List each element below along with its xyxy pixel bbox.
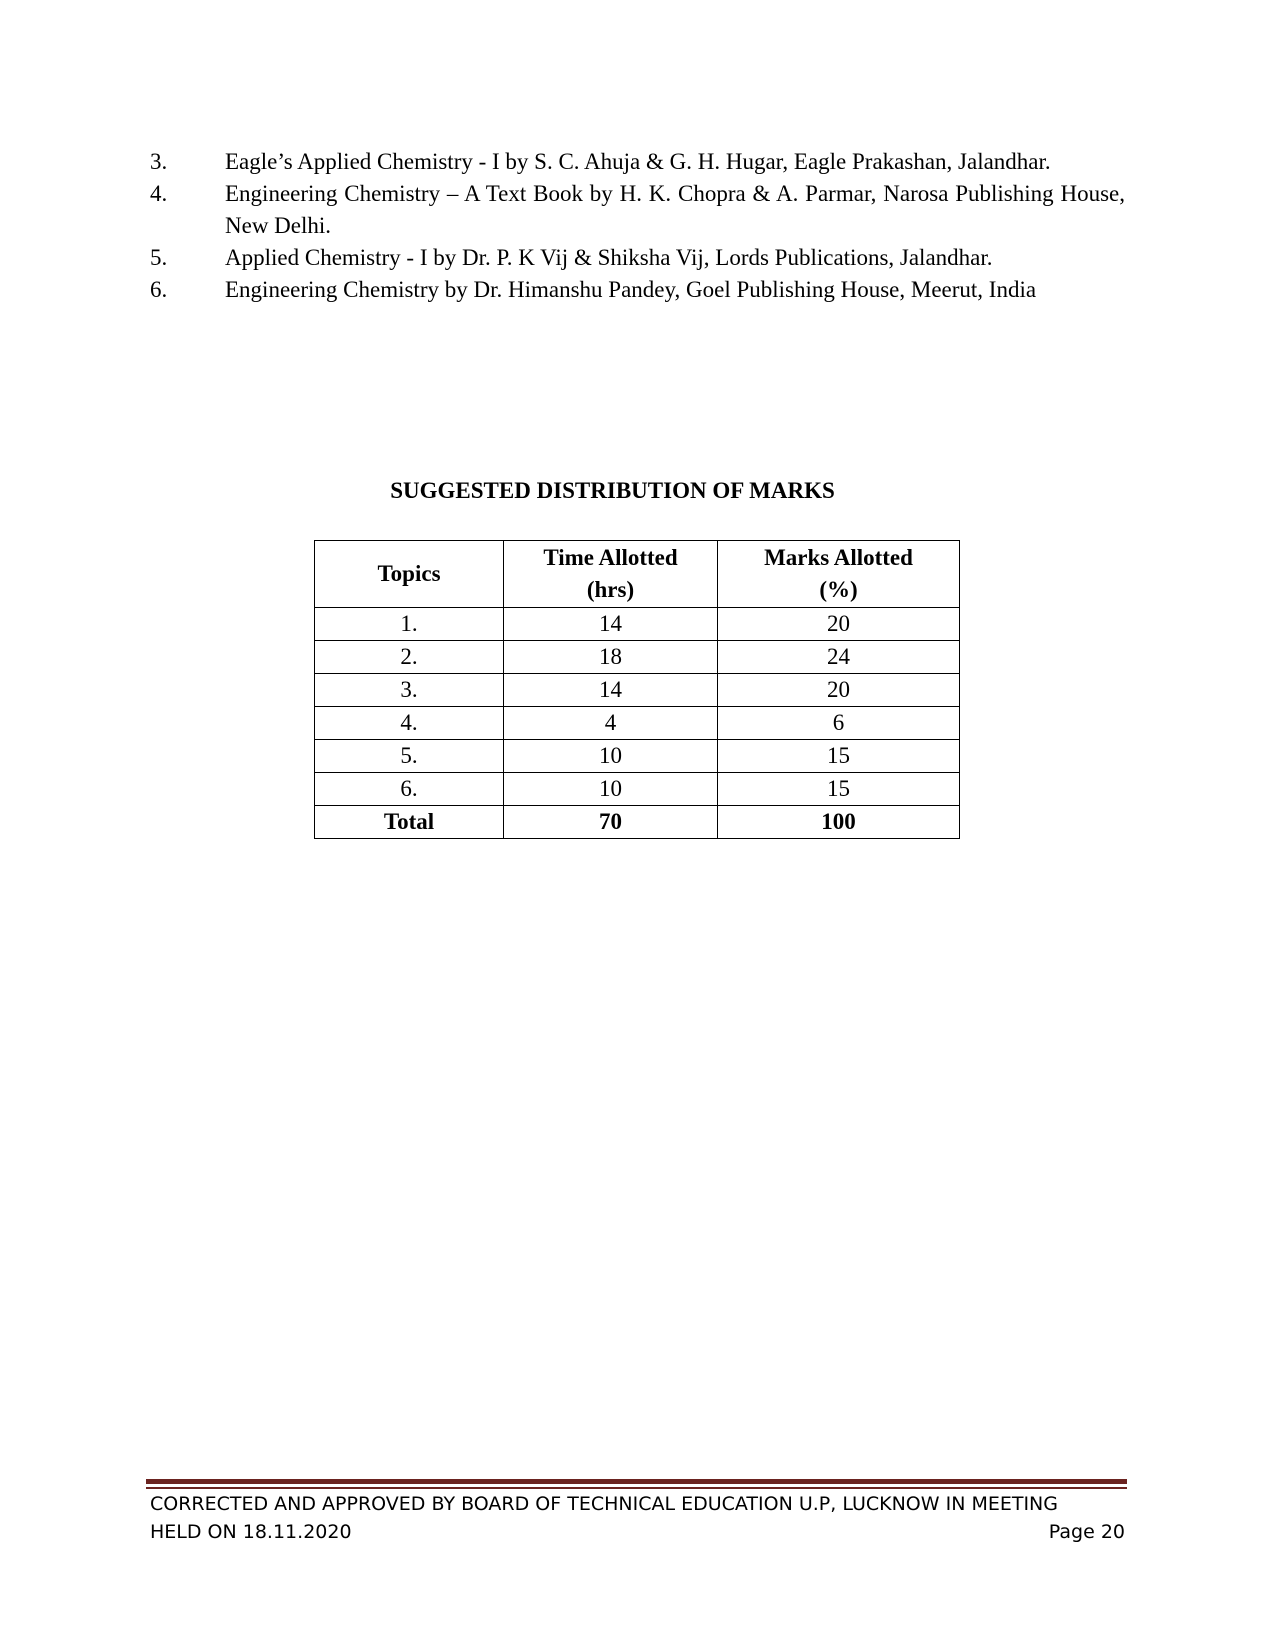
table-header-row: [315, 541, 960, 608]
cell-total-time: 70: [504, 806, 718, 839]
cell-marks: 15: [718, 773, 960, 806]
cell-topic: 6.: [315, 773, 504, 806]
table-row: [315, 707, 960, 740]
header-marks-line2: (%): [819, 577, 858, 602]
header-time-line1: Time Allotted: [543, 545, 678, 570]
header-topics: Topics: [315, 541, 504, 608]
cell-total-marks: 100: [718, 806, 960, 839]
reference-number: 6.: [150, 277, 168, 302]
cell-time: 4: [504, 707, 718, 740]
table-row: [315, 740, 960, 773]
page-footer: [150, 1490, 1125, 1546]
cell-time: 18: [504, 641, 718, 674]
reference-text: Engineering Chemistry – A Text Book by H. K. Chopra & A. Parmar, Narosa Publishing House, New Delhi.: [225, 181, 1125, 238]
footer-meeting-date: HELD ON 18.11.2020: [150, 1521, 352, 1543]
table-row: [315, 773, 960, 806]
marks-distribution-table: [314, 540, 960, 839]
header-time-line2: (hrs): [586, 577, 635, 602]
header-marks-allotted: [718, 541, 960, 608]
cell-total-label: Total: [315, 806, 504, 839]
cell-time: 14: [504, 674, 718, 707]
cell-marks: 20: [718, 674, 960, 707]
cell-topic: 1.: [315, 608, 504, 641]
reference-number: 4.: [150, 181, 168, 206]
cell-topic: 4.: [315, 707, 504, 740]
reference-text: Eagle’s Applied Chemistry - I by S. C. Ahuja & G. H. Hugar, Eagle Prakashan, Jalandhar.: [225, 149, 1051, 174]
cell-marks: 6: [718, 707, 960, 740]
reference-item: [150, 242, 1125, 274]
cell-topic: 2.: [315, 641, 504, 674]
header-marks-line1: Marks Allotted: [764, 545, 913, 570]
reference-number: 3.: [150, 149, 168, 174]
reference-number: 5.: [150, 245, 168, 270]
cell-time: 14: [504, 608, 718, 641]
footer-divider: [146, 1479, 1127, 1484]
reference-text: Applied Chemistry - I by Dr. P. K Vij & Shiksha Vij, Lords Publications, Jalandhar.: [225, 245, 993, 270]
cell-topic: 3.: [315, 674, 504, 707]
table-total-row: [315, 806, 960, 839]
footer-second-line: [150, 1518, 1125, 1546]
table-row: [315, 608, 960, 641]
cell-marks: 20: [718, 608, 960, 641]
page-number: Page 20: [1048, 1521, 1125, 1543]
cell-marks: 24: [718, 641, 960, 674]
table-row: [315, 674, 960, 707]
reference-list: [150, 146, 1125, 306]
reference-item: [150, 146, 1125, 178]
footer-divider-thin: [146, 1487, 1127, 1489]
cell-time: 10: [504, 740, 718, 773]
cell-time: 10: [504, 773, 718, 806]
reference-item: [150, 274, 1125, 306]
footer-approval-line: CORRECTED AND APPROVED BY BOARD OF TECHNICAL EDUCATION U.P, LUCKNOW IN MEETING: [150, 1493, 1058, 1515]
reference-item: [150, 178, 1125, 242]
cell-marks: 15: [718, 740, 960, 773]
cell-topic: 5.: [315, 740, 504, 773]
table-row: [315, 641, 960, 674]
table-title: SUGGESTED DISTRIBUTION OF MARKS: [390, 478, 835, 503]
header-time-allotted: [504, 541, 718, 608]
reference-text: Engineering Chemistry by Dr. Himanshu Pandey, Goel Publishing House, Meerut, India: [225, 277, 1037, 302]
